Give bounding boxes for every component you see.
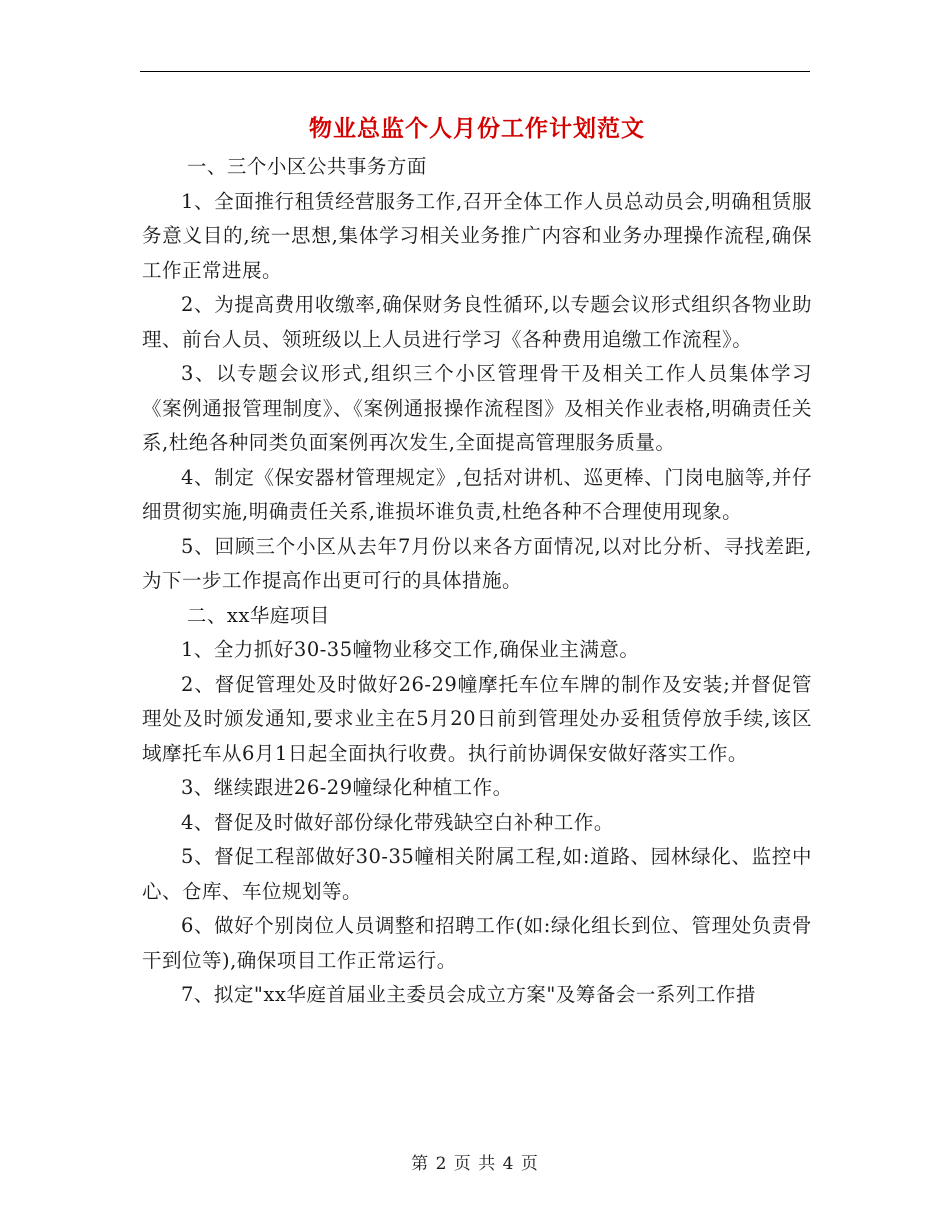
paragraph: 5、回顾三个小区从去年7月份以来各方面情况,以对比分析、寻找差距,为下一步工作提高作出更可行的具体措施。 (142, 534, 812, 592)
paragraph: 3、以专题会议形式,组织三个小区管理骨干及相关工作人员集体学习《案例通报管理制度》、《案例通报操作流程图》及相关作业表格,明确责任关系,杜绝各种同类负面案例再次发生,全面提高管理服务质量。 (142, 362, 812, 454)
page-number-footer: 第 2 页 共 4 页 (411, 1154, 539, 1174)
paragraph: 5、督促工程部做好30-35幢相关附属工程,如:道路、园林绿化、监控中心、仓库、车位规划等。 (142, 845, 812, 903)
document-content (142, 108, 812, 1013)
document-title: 物业总监个人月份工作计划范文 (309, 115, 645, 142)
paragraph: 4、制定《保安器材管理规定》,包括对讲机、巡更棒、门岗电脑等,并仔细贯彻实施,明确责任关系,谁损坏谁负责,杜绝各种不合理使用现象。 (142, 465, 812, 523)
paragraph: 1、全面推行租赁经营服务工作,召开全体工作人员总动员会,明确租赁服务意义目的,统一思想,集体学习相关业务推广内容和业务办理操作流程,确保工作正常进展。 (142, 189, 812, 282)
document-body (142, 150, 812, 1013)
paragraph: 4、督促及时做好部份绿化带残缺空白补种工作。 (181, 810, 614, 834)
paragraph: 3、继续跟进26-29幢绿化种植工作。 (181, 776, 513, 799)
header-rule (140, 71, 810, 72)
section-heading: 二、xx华庭项目 (186, 603, 330, 627)
section-heading: 一、三个小区公共事务方面 (186, 155, 427, 178)
paragraph: 7、拟定"xx华庭首届业主委员会成立方案"及筹备会一系列工作措 (181, 983, 756, 1006)
paragraph: 2、为提高费用收缴率,确保财务良性循环,以专题会议形式组织各物业助理、前台人员、领班级以上人员进行学习《各种费用追缴工作流程》。 (142, 293, 812, 351)
paragraph: 6、做好个别岗位人员调整和招聘工作(如:绿化组长到位、管理处负责骨干到位等),确保项目工作正常运行。 (142, 914, 812, 972)
paragraph: 2、督促管理处及时做好26-29幢摩托车位车牌的制作及安装;并督促管理处及时颁发通知,要求业主在5月20日前到管理处办妥租赁停放手续,该区域摩托车从6月1日起全面执行收费。执行前协调保安做好落实工作。 (142, 672, 812, 765)
paragraph: 1、全力抓好30-35幢物业移交工作,确保业主满意。 (181, 638, 640, 661)
